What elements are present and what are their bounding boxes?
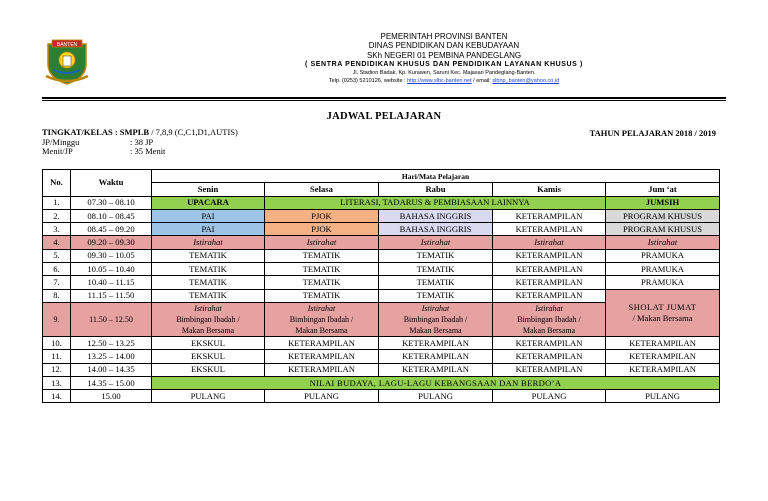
header-contact bbox=[120, 77, 768, 85]
row-no: 6. bbox=[43, 263, 71, 276]
row-time: 09.20 – 09.30 bbox=[71, 236, 152, 249]
cell-subject: TEMATIK bbox=[265, 289, 379, 302]
cell-subject: TEMATIK bbox=[152, 289, 265, 302]
table-row bbox=[43, 350, 720, 363]
row-no: 4. bbox=[43, 236, 71, 249]
row-no: 13. bbox=[43, 376, 71, 389]
table-row bbox=[43, 236, 720, 249]
day-rabu: Rabu bbox=[379, 183, 493, 196]
cell-istirahat: Istirahat bbox=[379, 236, 493, 249]
page-title: JADWAL PELAJARAN bbox=[326, 111, 442, 122]
cell-break-selasa bbox=[265, 302, 379, 336]
cell-subject: TEMATIK bbox=[152, 249, 265, 262]
cell-subject: KETERAMPILAN bbox=[493, 289, 606, 302]
table-row bbox=[43, 196, 720, 209]
cell-break-rabu bbox=[379, 302, 493, 336]
cell-subject: KETERAMPILAN bbox=[379, 350, 493, 363]
break-title: Istirahat bbox=[535, 303, 563, 313]
jp-label: JP/Minggu bbox=[42, 136, 80, 147]
header-address: Jl. Stadion Badak, Kp. Kurawen, Saruni Kec. Majasari Pandeglang-Banten. bbox=[352, 70, 536, 77]
cell-break-kamis bbox=[493, 302, 606, 336]
table-row bbox=[43, 209, 720, 222]
table-row bbox=[43, 376, 720, 389]
row-time: 13.25 – 14.00 bbox=[71, 350, 152, 363]
cell-subject: KETERAMPILAN bbox=[379, 363, 493, 376]
cell-subject: TEMATIK bbox=[265, 276, 379, 289]
cell-subject: KETERAMPILAN bbox=[493, 350, 606, 363]
cell-subject: EKSKUL bbox=[152, 363, 265, 376]
cell-subject: PRAMUKA bbox=[606, 276, 720, 289]
cell-subject: KETERAMPILAN bbox=[493, 249, 606, 262]
cell-subject: KETERAMPILAN bbox=[606, 350, 720, 363]
cell-jumsih: JUMSIH bbox=[606, 196, 720, 209]
cell-nilai-budaya: NILAI BUDAYA, LAGU-LAGU KEBANGSAAN DAN BERDO’A bbox=[152, 376, 720, 389]
email-link[interactable]: slbnp_banten@yahoo.co.id bbox=[492, 78, 560, 85]
cell-subject: TEMATIK bbox=[152, 276, 265, 289]
cell-subject: KETERAMPILAN bbox=[606, 363, 720, 376]
col-no: No. bbox=[43, 170, 71, 197]
row-no: 8. bbox=[43, 289, 71, 302]
cell-subject: TEMATIK bbox=[265, 249, 379, 262]
website-link[interactable]: http://www.slbc-banten.net bbox=[407, 78, 472, 85]
break-line-2: Makan Bersama bbox=[181, 325, 235, 335]
row-no: 7. bbox=[43, 276, 71, 289]
break-line-1: Bimbingan Ibadah / bbox=[176, 314, 240, 324]
row-no: 9. bbox=[43, 302, 71, 336]
cell-literasi: LITERASI, TADARUS & PEMBIASAAN LAINNYA bbox=[265, 196, 606, 209]
cell-subject: PROGRAM KHUSUS bbox=[606, 209, 720, 222]
menit-label: Menit/JP bbox=[42, 146, 73, 157]
break-line-1: Bimbingan Ibadah / bbox=[289, 314, 354, 324]
cell-pulang: PULANG bbox=[606, 390, 720, 403]
table-row bbox=[43, 363, 720, 376]
email-prefix: / email: bbox=[473, 78, 491, 85]
cell-subject: PRAMUKA bbox=[606, 249, 720, 262]
cell-subject: TEMATIK bbox=[379, 276, 493, 289]
cell-sholat-jumat bbox=[606, 289, 720, 336]
row-time: 07.30 – 08.10 bbox=[71, 196, 152, 209]
cell-istirahat: Istirahat bbox=[493, 236, 606, 249]
row-time: 11.15 – 11.50 bbox=[71, 289, 152, 302]
cell-subject: TEMATIK bbox=[152, 263, 265, 276]
col-waktu: Waktu bbox=[71, 170, 152, 197]
cell-subject: TEMATIK bbox=[379, 249, 493, 262]
row-time: 14.35 – 15.00 bbox=[71, 376, 152, 389]
svg-text:BANTEN: BANTEN bbox=[56, 42, 78, 48]
table-row bbox=[43, 223, 720, 236]
table-row bbox=[43, 276, 720, 289]
break-title: Istirahat bbox=[307, 303, 336, 313]
cell-subject: KETERAMPILAN bbox=[379, 336, 493, 349]
day-selasa: Selasa bbox=[265, 183, 379, 196]
row-no: 14. bbox=[43, 390, 71, 403]
cell-pulang: PULANG bbox=[493, 390, 606, 403]
telp-text: Telp. (0253) 5210126, website : bbox=[328, 78, 406, 85]
row-no: 2. bbox=[43, 209, 71, 222]
cell-subject: KETERAMPILAN bbox=[493, 363, 606, 376]
jp-value: : 38 JP bbox=[130, 136, 154, 147]
cell-subject: EKSKUL bbox=[152, 350, 265, 363]
row-time: 10.40 – 11.15 bbox=[71, 276, 152, 289]
table-row bbox=[43, 249, 720, 262]
cell-upacara: UPACARA bbox=[152, 196, 265, 209]
row-no: 12. bbox=[43, 363, 71, 376]
cell-subject: KETERAMPILAN bbox=[493, 263, 606, 276]
table-row bbox=[43, 289, 720, 302]
cell-pulang: PULANG bbox=[379, 390, 493, 403]
cell-istirahat: Istirahat bbox=[265, 236, 379, 249]
cell-subject: KETERAMPILAN bbox=[493, 223, 606, 236]
row-time: 12.50 – 13.25 bbox=[71, 336, 152, 349]
cell-subject: PJOK bbox=[265, 223, 379, 236]
header-divider-thin bbox=[42, 100, 726, 101]
cell-istirahat: Istirahat bbox=[606, 236, 720, 249]
academic-year: TAHUN PELAJARAN 2018 / 2019 bbox=[589, 128, 716, 138]
meta-menit bbox=[42, 147, 238, 157]
break-title: Istirahat bbox=[194, 303, 222, 313]
row-no: 5. bbox=[43, 249, 71, 262]
sholat-title: SHOLAT JUMAT bbox=[628, 301, 697, 312]
break-line-1: Bimbingan Ibadah / bbox=[403, 314, 468, 324]
cell-subject: KETERAMPILAN bbox=[265, 336, 379, 349]
cell-subject: KETERAMPILAN bbox=[265, 363, 379, 376]
cell-subject: PAI bbox=[152, 209, 265, 222]
break-line-1: Bimbingan Ibadah / bbox=[517, 314, 581, 324]
cell-subject: KETERAMPILAN bbox=[493, 209, 606, 222]
day-jumat: Jum ‘at bbox=[606, 183, 720, 196]
row-no: 1. bbox=[43, 196, 71, 209]
row-time: 15.00 bbox=[71, 390, 152, 403]
header-line-4: ( SENTRA PENDIDIKAN KHUSUS DAN PENDIDIKAN LAYANAN KHUSUS ) bbox=[305, 60, 583, 68]
header-line-3: SKh NEGERI 01 PEMBINA PANDEGLANG bbox=[366, 50, 522, 60]
row-time: 08.45 – 09.20 bbox=[71, 223, 152, 236]
menit-value: : 35 Menit bbox=[130, 146, 166, 157]
sholat-sub: / Makan Bersama bbox=[632, 312, 693, 323]
day-senin: Senin bbox=[152, 183, 265, 196]
cell-subject: PRAMUKA bbox=[606, 263, 720, 276]
cell-subject: TEMATIK bbox=[265, 263, 379, 276]
cell-pulang: PULANG bbox=[265, 390, 379, 403]
row-time: 10.05 – 10.40 bbox=[71, 263, 152, 276]
table-row bbox=[43, 263, 720, 276]
cell-subject: PAI bbox=[152, 223, 265, 236]
header-line-2: DINAS PENDIDIKAN DAN KEBUDAYAAN bbox=[368, 41, 520, 51]
kelas-value: SMPLB bbox=[119, 127, 150, 137]
cell-subject: KETERAMPILAN bbox=[606, 336, 720, 349]
cell-subject: KETERAMPILAN bbox=[493, 336, 606, 349]
cell-subject: TEMATIK bbox=[379, 263, 493, 276]
cell-subject: PROGRAM KHUSUS bbox=[606, 223, 720, 236]
banten-emblem-logo bbox=[44, 36, 90, 86]
row-time: 11.50 – 12.50 bbox=[71, 302, 152, 336]
cell-istirahat: Istirahat bbox=[152, 236, 265, 249]
break-line-2: Makan Bersama bbox=[295, 325, 348, 335]
letterhead bbox=[120, 32, 768, 85]
row-no: 11. bbox=[43, 350, 71, 363]
cell-subject: EKSKUL bbox=[152, 336, 265, 349]
cell-subject: BAHASA INGGRIS bbox=[379, 209, 493, 222]
cell-subject: KETERAMPILAN bbox=[493, 276, 606, 289]
col-group: Hari/Mata Pelajaran bbox=[152, 170, 720, 183]
header-divider-thick bbox=[42, 97, 726, 99]
schedule-table bbox=[42, 169, 720, 403]
header-line-1: PEMERINTAH PROVINSI BANTEN bbox=[380, 32, 508, 41]
row-time: 09.30 – 10.05 bbox=[71, 249, 152, 262]
break-line-2: Makan Bersama bbox=[522, 325, 576, 335]
row-no: 3. bbox=[43, 223, 71, 236]
row-time: 08.10 – 08.45 bbox=[71, 209, 152, 222]
break-line-2: Makan Bersama bbox=[409, 325, 462, 335]
row-time: 14.00 – 14.35 bbox=[71, 363, 152, 376]
row-no: 10. bbox=[43, 336, 71, 349]
break-title: Istirahat bbox=[421, 303, 450, 313]
day-kamis: Kamis bbox=[493, 183, 606, 196]
kelas-detail: / 7,8,9 (C,C1,D1,AUTIS) bbox=[151, 127, 238, 137]
cell-subject: PJOK bbox=[265, 209, 379, 222]
cell-break-senin bbox=[152, 302, 265, 336]
table-row bbox=[43, 336, 720, 349]
table-row bbox=[43, 390, 720, 403]
class-meta bbox=[42, 128, 238, 157]
cell-subject: KETERAMPILAN bbox=[265, 350, 379, 363]
cell-pulang: PULANG bbox=[152, 390, 265, 403]
cell-subject: TEMATIK bbox=[379, 289, 493, 302]
cell-subject: BAHASA INGGRIS bbox=[379, 223, 493, 236]
kelas-label: TINGKAT/KELAS : bbox=[42, 127, 118, 137]
